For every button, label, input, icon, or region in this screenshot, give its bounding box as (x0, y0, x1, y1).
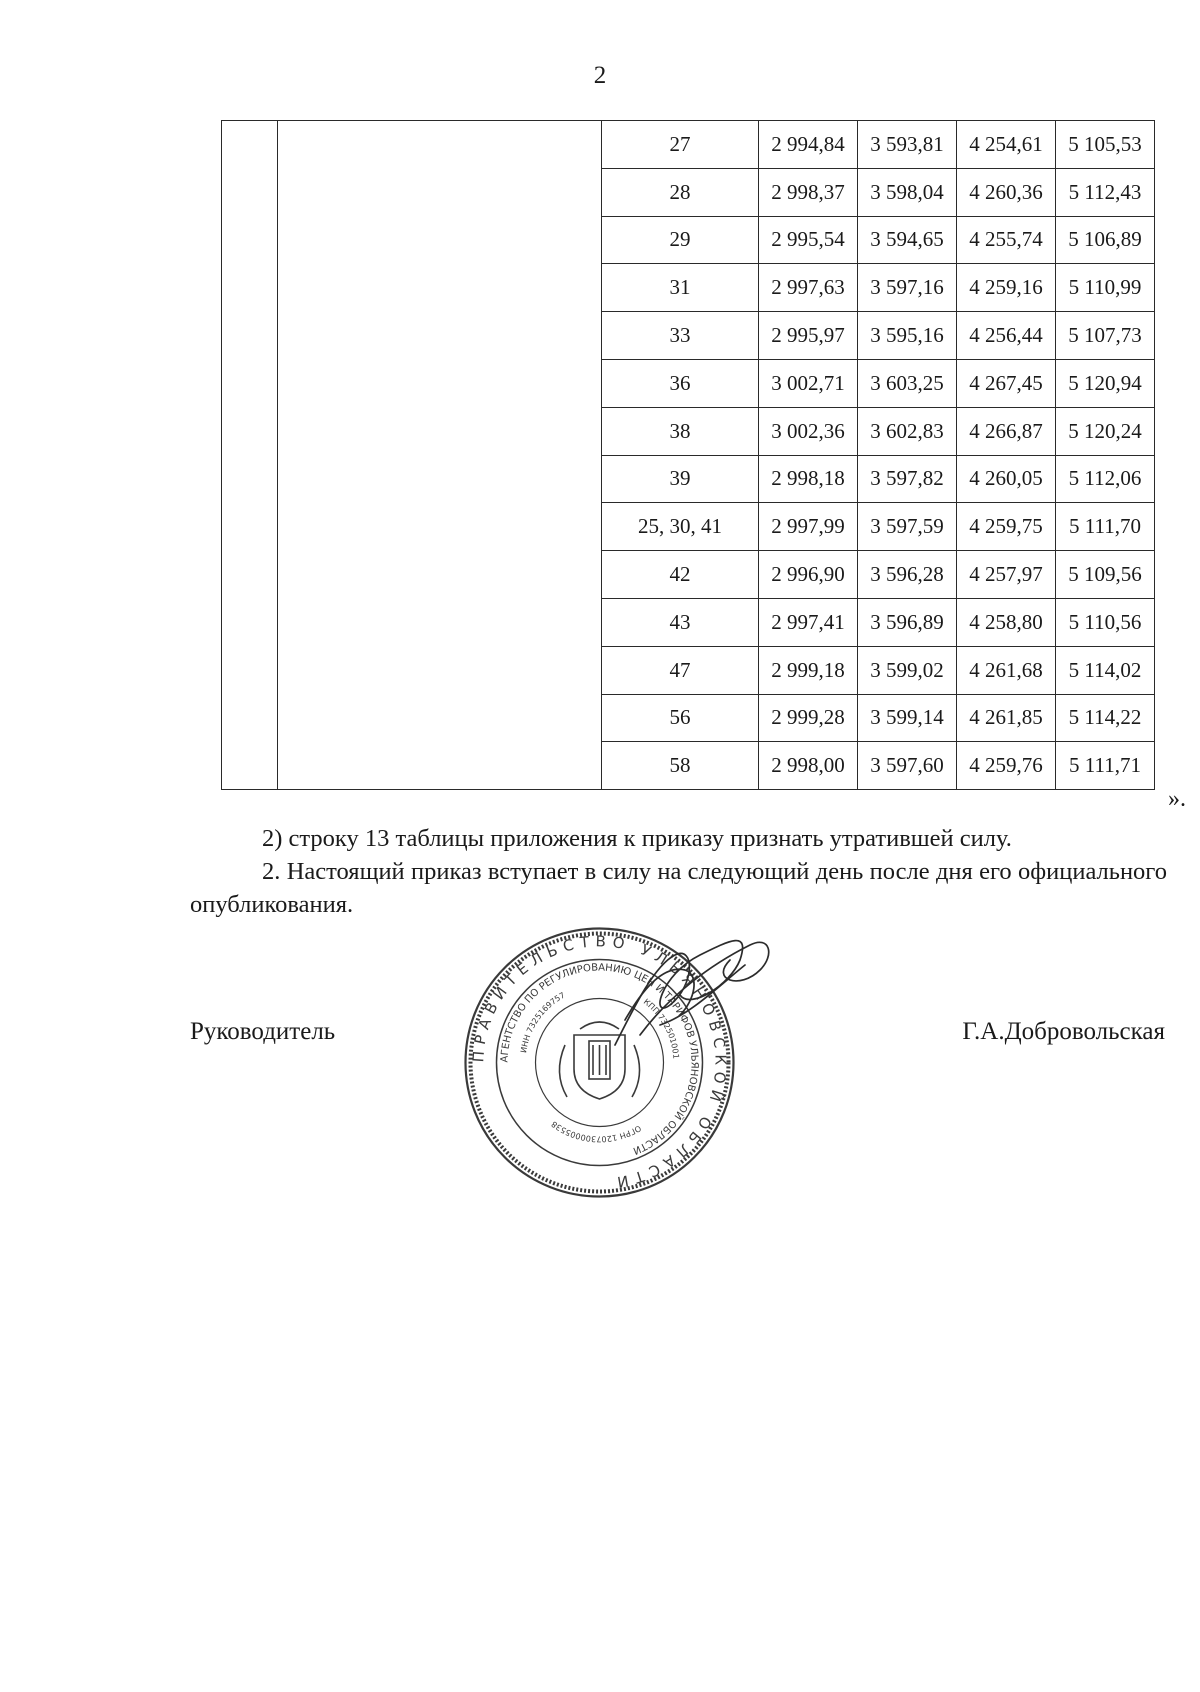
value-cell: 3 595,16 (858, 312, 957, 360)
zone-cell: 29 (602, 216, 759, 264)
value-cell: 3 596,89 (858, 598, 957, 646)
seal-kpp: КПП 732501001 (641, 997, 681, 1060)
value-cell: 3 597,59 (858, 503, 957, 551)
zone-cell: 25, 30, 41 (602, 503, 759, 551)
value-cell: 5 111,71 (1056, 742, 1155, 790)
signatory-title: Руководитель (190, 1018, 336, 1045)
value-cell: 2 998,37 (759, 168, 858, 216)
zone-cell: 56 (602, 694, 759, 742)
value-cell: 3 597,16 (858, 264, 957, 312)
value-cell: 5 120,94 (1056, 359, 1155, 407)
value-cell: 4 255,74 (957, 216, 1056, 264)
value-cell: 5 105,53 (1056, 121, 1155, 169)
value-cell: 5 120,24 (1056, 407, 1155, 455)
zone-cell: 28 (602, 168, 759, 216)
value-cell: 2 995,54 (759, 216, 858, 264)
value-cell: 4 259,16 (957, 264, 1056, 312)
value-cell: 4 257,97 (957, 551, 1056, 599)
value-cell: 4 259,76 (957, 742, 1056, 790)
zone-cell: 27 (602, 121, 759, 169)
value-cell: 4 259,75 (957, 503, 1056, 551)
value-cell: 3 597,82 (858, 455, 957, 503)
value-cell: 4 260,36 (957, 168, 1056, 216)
svg-text:ОГРН 1207300005538 (550, 1119, 643, 1143)
value-cell: 5 110,56 (1056, 598, 1155, 646)
value-cell: 2 995,97 (759, 312, 858, 360)
empty-name-cell (278, 121, 602, 790)
zone-cell: 36 (602, 359, 759, 407)
value-cell: 4 254,61 (957, 121, 1056, 169)
value-cell: 5 106,89 (1056, 216, 1155, 264)
value-cell: 4 260,05 (957, 455, 1056, 503)
value-cell: 3 599,02 (858, 646, 957, 694)
value-cell: 4 261,85 (957, 694, 1056, 742)
handwritten-signature (600, 925, 780, 1065)
value-cell: 5 114,02 (1056, 646, 1155, 694)
value-cell: 2 998,18 (759, 455, 858, 503)
tariff-table-body (222, 121, 1155, 790)
value-cell: 2 999,28 (759, 694, 858, 742)
order-text (190, 822, 1167, 921)
seal-outer-text: ПРАВИТЕЛЬСТВО УЛЬЯНОВСКОЙ ОБЛАСТИ (469, 932, 730, 1193)
value-cell: 2 997,41 (759, 598, 858, 646)
value-cell: 3 599,14 (858, 694, 957, 742)
value-cell: 2 999,18 (759, 646, 858, 694)
closing-quote: ». (1168, 786, 1186, 812)
effective-date-paragraph: 2. Настоящий приказ вступает в силу на следующий день после дня его официального опубликования. (190, 858, 1167, 918)
value-cell: 4 256,44 (957, 312, 1056, 360)
value-cell: 5 111,70 (1056, 503, 1155, 551)
zone-cell: 47 (602, 646, 759, 694)
value-cell: 4 266,87 (957, 407, 1056, 455)
value-cell: 3 603,25 (858, 359, 957, 407)
zone-cell: 33 (602, 312, 759, 360)
value-cell: 4 258,80 (957, 598, 1056, 646)
seal-inn: ИНН 7325169757 (519, 990, 567, 1054)
item-2-paragraph: 2) строку 13 таблицы приложения к приказу признать утратившей силу. (262, 825, 1012, 852)
empty-number-cell (222, 121, 278, 790)
value-cell: 2 998,00 (759, 742, 858, 790)
value-cell: 3 593,81 (858, 121, 957, 169)
value-cell: 5 109,56 (1056, 551, 1155, 599)
zone-cell: 43 (602, 598, 759, 646)
value-cell: 2 997,63 (759, 264, 858, 312)
value-cell: 2 996,90 (759, 551, 858, 599)
value-cell: 4 267,45 (957, 359, 1056, 407)
value-cell: 5 110,99 (1056, 264, 1155, 312)
page-number: 2 (593, 62, 607, 89)
value-cell: 3 598,04 (858, 168, 957, 216)
value-cell: 5 114,22 (1056, 694, 1155, 742)
seal-inner-text: АГЕНТСТВО ПО РЕГУЛИРОВАНИЮ ЦЕН И ТАРИФОВ УЛЬЯНОВСКОЙ ОБЛАСТИ (499, 962, 700, 1156)
value-cell: 3 594,65 (858, 216, 957, 264)
value-cell: 2 994,84 (759, 121, 858, 169)
zone-cell: 42 (602, 551, 759, 599)
zone-cell: 31 (602, 264, 759, 312)
value-cell: 3 002,36 (759, 407, 858, 455)
zone-cell: 38 (602, 407, 759, 455)
value-cell: 3 597,60 (858, 742, 957, 790)
zone-cell: 39 (602, 455, 759, 503)
value-cell: 3 002,71 (759, 359, 858, 407)
value-cell: 5 112,43 (1056, 168, 1155, 216)
zone-cell: 58 (602, 742, 759, 790)
table-row (222, 121, 1155, 169)
value-cell: 2 997,99 (759, 503, 858, 551)
value-cell: 5 107,73 (1056, 312, 1155, 360)
tariff-table (221, 120, 1155, 790)
signatory-name: Г.А.Добровольская (962, 1018, 1165, 1045)
value-cell: 5 112,06 (1056, 455, 1155, 503)
value-cell: 3 602,83 (858, 407, 957, 455)
value-cell: 3 596,28 (858, 551, 957, 599)
value-cell: 4 261,68 (957, 646, 1056, 694)
seal-ogrn: ОГРН 1207300005538 (549, 1119, 643, 1144)
